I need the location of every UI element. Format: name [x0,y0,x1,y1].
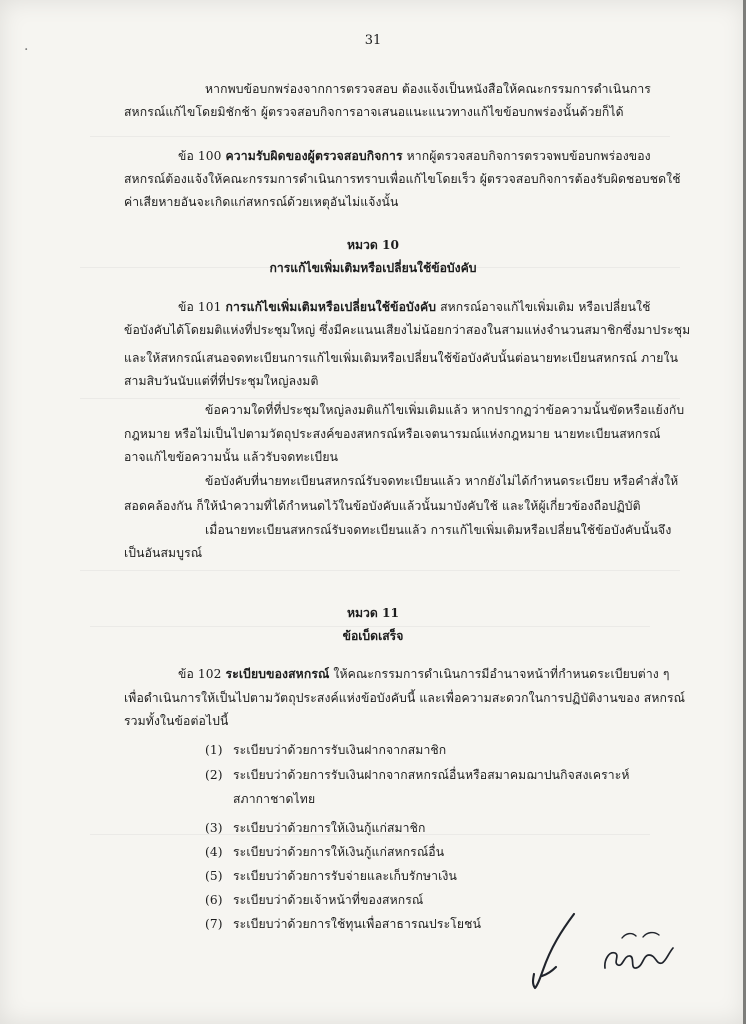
list-item-number: (2) [205,768,223,782]
bleed-through-line [80,398,680,399]
list-item-number: (4) [205,845,223,859]
list-item [205,870,457,882]
clause-number: ข้อ 101 [178,300,222,314]
paragraph-line: เป็นอันสมบูรณ์ [124,546,203,560]
list-item-number: (7) [205,917,223,931]
clause-title: ระเบียบของสหกรณ์ [225,667,330,681]
list-item-number: (3) [205,821,223,835]
clause-100-line [178,150,651,162]
paragraph-line: สามสิบวันนับแต่ที่ที่ประชุมใหญ่ลงมติ [124,374,319,388]
list-item-text: ระเบียบว่าด้วยการใช้ทุนเพื่อสาธารณประโยชน์ [233,917,482,931]
paragraph-line: เมื่อนายทะเบียนสหกรณ์รับจดทะเบียนแล้ว การแก้ไขเพิ่มเติมหรือเปลี่ยนใช้ข้อบังคับนั้นจึง [205,523,672,537]
clause-text: หากผู้ตรวจสอบกิจการตรวจพบข้อบกพร่องของ [406,149,651,163]
list-item-number: (6) [205,893,223,907]
chapter-11-label: หมวด 11 [346,606,400,620]
chapter-11-title: ข้อเบ็ดเสร็จ [342,629,404,643]
clause-text: สหกรณ์อาจแก้ไขเพิ่มเติม หรือเปลี่ยนใช้ [440,300,651,314]
paragraph-line: ค่าเสียหายอันจะเกิดแก่สหกรณ์ด้วยเหตุอันไม่แจ้งนั้น [124,195,399,209]
list-item [205,822,426,834]
paragraph-line: ข้อบังคับได้โดยมติแห่งที่ประชุมใหญ่ ซึ่งมีคะแนนเสียงไม่น้อยกว่าสองในสามแห่งจำนวนสมาชิกซึ่งมาประชุม [124,323,691,337]
clause-title: ความรับผิดของผู้ตรวจสอบกิจการ [225,149,403,163]
list-item [205,744,446,756]
paragraph-line: สหกรณ์ต้องแจ้งให้คณะกรรมการดำเนินการทราบเพื่อแก้ไขโดยเร็ว ผู้ตรวจสอบกิจการต้องรับผิดชอบชดใช้ [124,172,681,186]
paragraph-line: สอดคล้องกัน ก็ให้นำความที่ได้กำหนดไว้ในข้อบังคับแล้วนั้นมาบังคับใช้ และให้ผู้เกี่ยวข้องถือปฏิบัติ [124,499,641,513]
list-item-text: ระเบียบว่าด้วยเจ้าหน้าที่ของสหกรณ์ [233,893,424,907]
paragraph-line: รวมทั้งในข้อต่อไปนี้ [124,714,229,728]
bleed-through-line [90,136,670,137]
chapter-10-title: การแก้ไขเพิ่มเติมหรือเปลี่ยนใช้ข้อบังคับ [269,261,477,275]
paragraph-line: ข้อบังคับที่นายทะเบียนสหกรณ์รับจดทะเบียนแล้ว หากยังไม่ได้กำหนดระเบียบ หรือคำสั่งให้ [205,474,679,488]
paragraph-line: สหกรณ์แก้ไขโดยมิชักช้า ผู้ตรวจสอบกิจการอาจเสนอแนะแนวทางแก้ไขข้อบกพร่องนั้นด้วยก็ได้ [124,105,624,119]
list-item-number: (1) [205,743,223,757]
clause-text: ให้คณะกรรมการดำเนินการมีอำนาจหน้าที่กำหนดระเบียบต่าง ๆ [333,667,670,681]
list-item-text: ระเบียบว่าด้วยการรับเงินฝากจากสมาชิก [233,743,447,757]
clause-102-line [178,668,670,680]
clause-title: การแก้ไขเพิ่มเติมหรือเปลี่ยนใช้ข้อบังคับ [225,300,437,314]
paragraph-line: กฎหมาย หรือไม่เป็นไปตามวัตถุประสงค์ของสหกรณ์หรือเจตนารมณ์แห่งกฎหมาย นายทะเบียนสหกรณ์ [124,427,661,441]
signature-mark-2 [596,920,674,980]
list-item-number: (5) [205,869,223,883]
clause-number: ข้อ 102 [178,667,222,681]
list-item-text: ระเบียบว่าด้วยการให้เงินกู้แก่สมาชิก [233,821,426,835]
bleed-through-line [90,626,650,627]
clause-number: ข้อ 100 [178,149,222,163]
paragraph-line: หากพบข้อบกพร่องจากการตรวจสอบ ต้องแจ้งเป็นหนังสือให้คณะกรรมการดำเนินการ [205,82,651,96]
paragraph-line: อาจแก้ไขข้อความนั้น แล้วรับจดทะเบียน [124,450,339,464]
page-number: 31 [364,33,382,48]
paragraph-line: ข้อความใดที่ที่ประชุมใหญ่ลงมติแก้ไขเพิ่มเติมแล้ว หากปรากฏว่าข้อความนั้นขัดหรือแย้งกับ [205,403,685,417]
list-item-text: สภากาชาดไทย [233,792,316,806]
chapter-10-label: หมวด 10 [346,238,400,252]
scan-mark: · [24,42,29,58]
paragraph-line: และให้สหกรณ์เสนอจดทะเบียนการแก้ไขเพิ่มเติมหรือเปลี่ยนใช้ข้อบังคับนั้นต่อนายทะเบียนสหกรณ์ ภายใน [124,351,679,365]
paragraph-line: เพื่อดำเนินการให้เป็นไปตามวัตถุประสงค์แห่งข้อบังคับนี้ และเพื่อความสะดวกในการปฏิบัติงานของ สหกรณ์ [124,691,686,705]
list-item-text: ระเบียบว่าด้วยการรับจ่ายและเก็บรักษาเงิน [233,869,457,883]
list-item-text: ระเบียบว่าด้วยการให้เงินกู้แก่สหกรณ์อื่น [233,845,445,859]
clause-101-line [178,301,651,313]
list-item [205,846,444,858]
signature-mark-1 [526,912,578,990]
list-item [205,918,481,930]
list-item-text: ระเบียบว่าด้วยการรับเงินฝากจากสหกรณ์อื่นหรือสมาคมฌาปนกิจสงเคราะห์ [233,768,630,782]
bleed-through-line [80,570,680,571]
list-item-continuation [205,793,315,805]
list-item [205,769,630,781]
list-item [205,894,423,906]
